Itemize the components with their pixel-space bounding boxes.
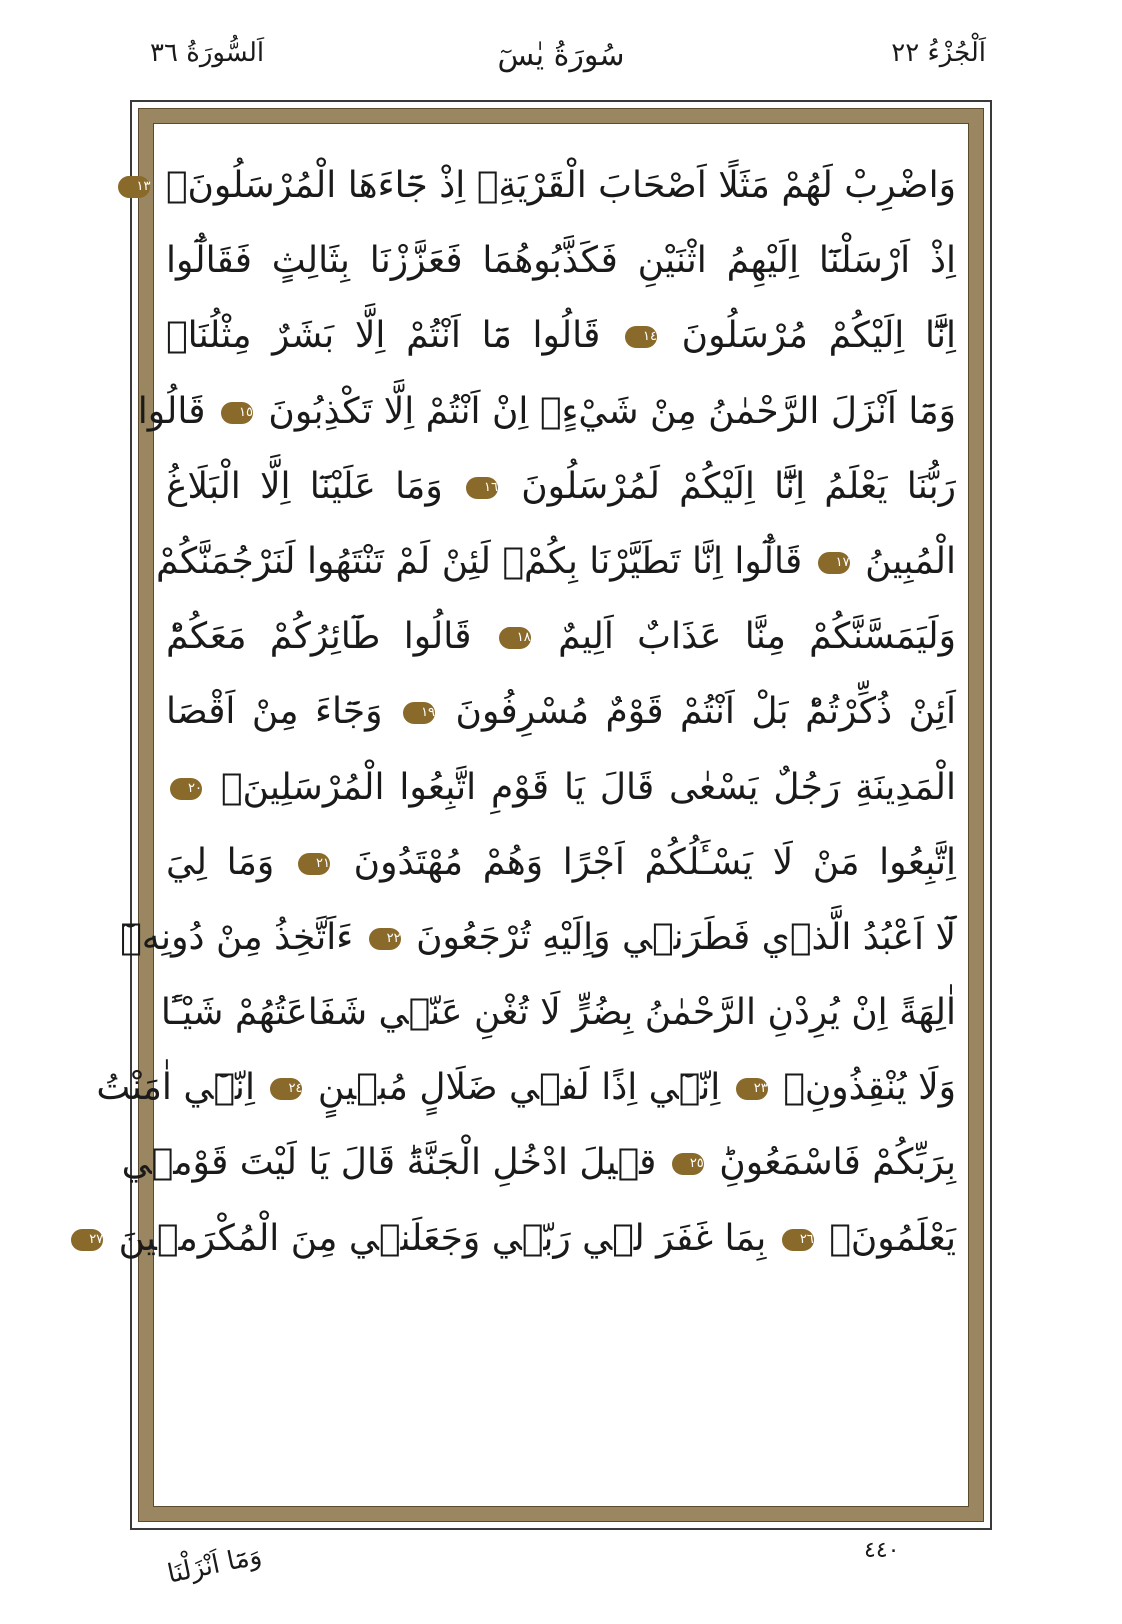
line-text: وَاضْرِبْ لَهُمْ مَثَلًا اَصْحَابَ الْقَرْيَةِۢ اِذْ جَٓاءَهَا الْمُرْسَلُونَۚ <box>165 165 956 206</box>
line-text: قَالُوا مَٓا اَنْتُمْ اِلَّا بَشَرٌ مِثْلُنَاۙ <box>166 315 601 357</box>
line-text: وَلَا يُنْقِذُونِۚ <box>783 1067 956 1109</box>
line-text: اِذْ اَرْسَلْنَٓا اِلَيْهِمُ اثْنَيْنِ فَكَذَّبُوهُمَا فَعَزَّزْنَا بِثَالِثٍ فَقَالُٓوا <box>166 240 956 282</box>
verse-line <box>136 148 956 223</box>
ayah-marker: ٢٣ <box>736 1078 768 1100</box>
page-frame <box>89 100 992 1530</box>
verse-line <box>166 674 956 749</box>
juz-label: اَلْجُزْءُ ٢٢ <box>891 38 986 68</box>
verse-line <box>166 825 956 900</box>
line-text: ءَاَتَّخِذُ مِنْ دُونِهٖٓ <box>120 916 354 958</box>
verse-line <box>166 298 956 373</box>
verse-line <box>96 1050 956 1125</box>
verse-line <box>121 1125 956 1200</box>
verse-text-area <box>89 148 957 1486</box>
ayah-marker: ٢٦ <box>782 1229 814 1251</box>
verse-line <box>166 599 956 674</box>
verse-line <box>166 449 956 524</box>
line-text: قَالُٓوا اِنَّا تَطَيَّرْنَا بِكُمْۚ لَئِنْ لَمْ تَنْتَهُوا لَنَرْجُمَنَّكُمْ <box>156 540 803 582</box>
ayah-marker: ٢٢ <box>369 928 401 950</box>
verse-line <box>166 750 956 825</box>
verse-line <box>89 1201 956 1276</box>
line-text: اَئِنْ ذُكِّرْتُمْؕ بَلْ اَنْتُمْ قَوْمٌ مُسْرِفُونَ <box>455 691 956 733</box>
page-number: ٤٤٠ <box>864 1538 900 1563</box>
ayah-marker: ٢١ <box>298 853 330 875</box>
line-text: بِمَا غَفَرَ لٖي رَبّٖي وَجَعَلَنٖي مِنَ الْمُكْرَمٖينَ <box>118 1217 767 1259</box>
line-text: الْمُبِينُ <box>865 540 956 582</box>
ayah-marker: ١٧ <box>818 552 850 574</box>
verse-line <box>137 374 956 449</box>
verse-line <box>166 223 956 298</box>
ayah-marker: ١٣ <box>118 176 150 198</box>
surah-title: سُورَةُ يٰسٓ <box>497 38 625 73</box>
line-text: قَالُوا طَٓائِرُكُمْ مَعَكُمْؕ <box>166 616 472 658</box>
line-text: اِتَّبِعُوا مَنْ لَا يَسْـَٔلُكُمْ اَجْرًا وَهُمْ مُهْتَدُونَ <box>353 841 957 883</box>
verse-line <box>156 524 956 599</box>
line-text: وَمَا عَلَيْنَٓا اِلَّا الْبَلَاغُ <box>166 465 443 507</box>
ayah-marker: ١٩ <box>403 702 435 724</box>
frame-border-band <box>89 108 984 1522</box>
ayah-marker: ١٨ <box>499 627 531 649</box>
line-text: اِنّٖٓي اٰمَنْتُ <box>96 1067 255 1109</box>
line-text: لَٓا اَعْبُدُ الَّذٖي فَطَرَنٖي وَاِلَيْهِ تُرْجَعُونَ <box>416 916 956 958</box>
line-text: اِنَّٓا اِلَيْكُمْ مُرْسَلُونَ <box>681 315 956 357</box>
line-text: يَعْلَمُونَۙ <box>829 1217 956 1259</box>
text-panel <box>89 123 969 1507</box>
line-text: قٖيلَ ادْخُلِ الْجَنَّةَؕ قَالَ يَا لَيْتَ قَوْمٖي <box>121 1142 657 1184</box>
line-text: وَجَٓاءَ مِنْ اَقْصَا <box>166 691 383 733</box>
ayah-marker: ١٥ <box>221 402 253 424</box>
line-text: وَمَٓا اَنْزَلَ الرَّحْمٰنُ مِنْ شَيْءٍۙ اِنْ اَنْتُمْ اِلَّا تَكْذِبُونَ <box>268 390 956 432</box>
line-text: اِنّٖٓي اِذًا لَفٖي ضَلَالٍ مُبٖينٍ <box>317 1067 721 1109</box>
ayah-marker: ٢٤ <box>270 1078 302 1100</box>
verse-line <box>120 900 956 975</box>
ayah-marker: ١٦ <box>466 477 498 499</box>
line-text: رَبُّنَا يَعْلَمُ اِنَّٓا اِلَيْكُمْ لَمُرْسَلُونَ <box>521 465 957 507</box>
ayah-marker: ٢٧ <box>71 1229 103 1251</box>
surah-number-label: اَلسُّورَةُ ٣٦ <box>150 38 265 68</box>
line-text: اٰلِهَةً اِنْ يُرِدْنِ الرَّحْمٰنُ بِضُرٍّ لَا تُغْنِ عَنّٖي شَفَاعَتُهُمْ شَيْـًٔا <box>160 992 956 1034</box>
ayah-marker: ٢٥ <box>672 1153 704 1175</box>
line-text: وَمَا لِيَ <box>166 841 275 883</box>
line-text: وَلَيَمَسَّنَّكُمْ مِنَّا عَذَابٌ اَلِيمٌ <box>558 616 957 658</box>
line-text: بِرَبِّكُمْ فَاسْمَعُونِؕ <box>719 1142 956 1184</box>
verse-line <box>160 975 956 1050</box>
line-text: قَالُوا <box>137 390 206 432</box>
page-header <box>130 38 992 86</box>
ayah-marker: ١٤ <box>625 326 657 348</box>
line-text: الْمَدِينَةِ رَجُلٌ يَسْعٰى قَالَ يَا قَوْمِ اتَّبِعُوا الْمُرْسَلِينَۙ <box>220 766 956 808</box>
ayah-marker: ٢٠ <box>170 778 202 800</box>
catchword: وَمَٓا اَنْزَلْنَا <box>164 1540 265 1590</box>
